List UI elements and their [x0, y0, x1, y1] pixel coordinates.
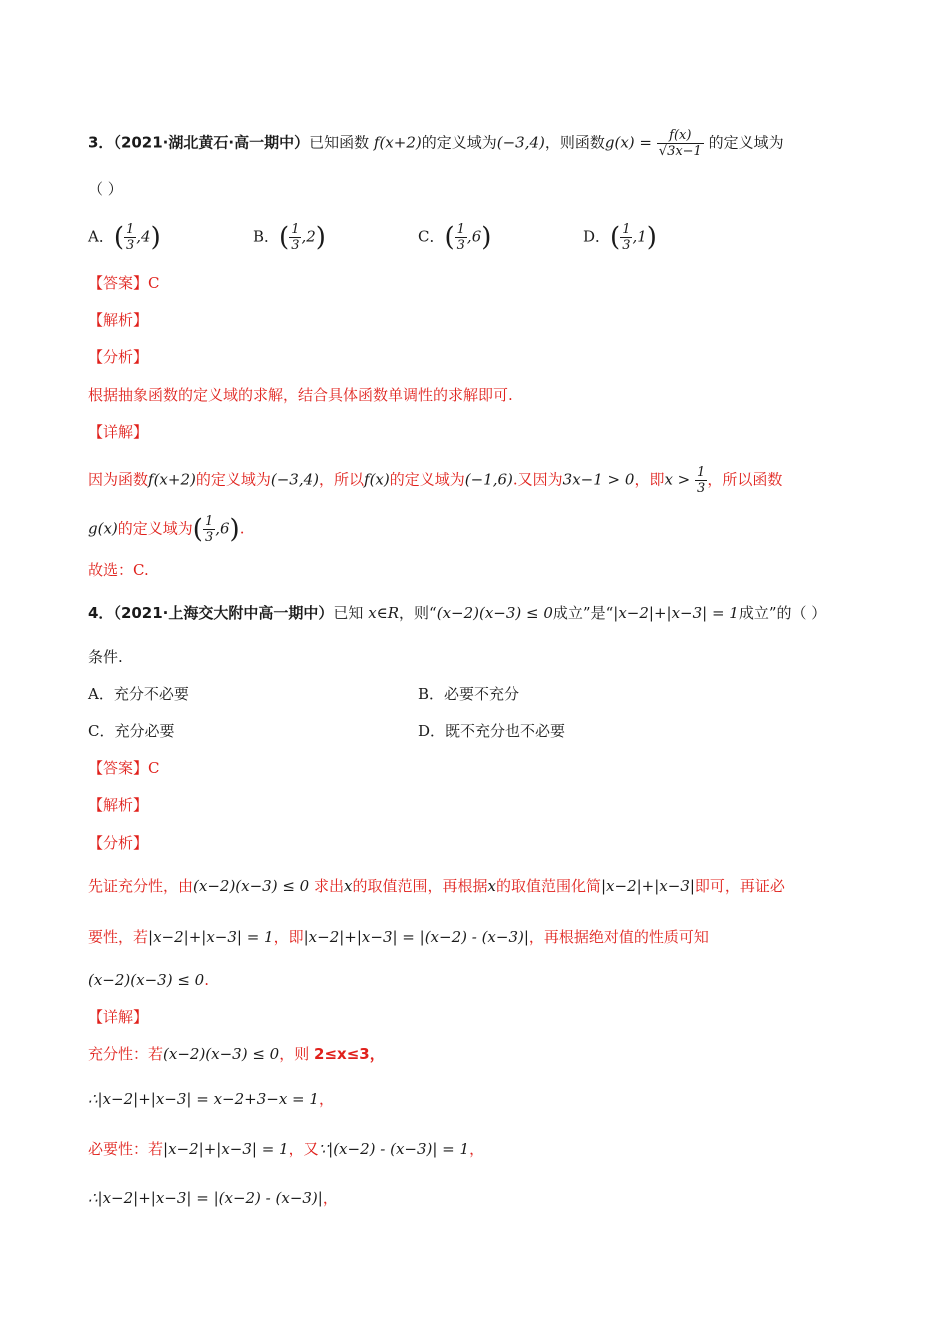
q4-detail-line1	[88, 1043, 385, 1065]
detail-text: .	[239, 519, 245, 538]
q4-option-b[interactable]	[418, 683, 519, 704]
detail-text: .又因为	[512, 470, 563, 489]
detail-math: f(x)	[364, 470, 390, 489]
detail-math: (x−2)(x−3) ≤ 0	[163, 1045, 280, 1063]
fenxi-text: ，即	[273, 928, 304, 946]
q3-option-a[interactable]: A．( $\frac{1}{3}$ ,4)	[88, 222, 161, 253]
q3-paren: （ ）	[88, 180, 123, 198]
fenxi-text: 先证充分性，由	[88, 877, 194, 895]
q3-answer: 【答案】C	[88, 274, 160, 292]
frac-den: 3	[697, 481, 706, 496]
option-fraction	[124, 222, 136, 253]
q4-stem-text: ，则“	[399, 604, 437, 622]
detail-text: ，所以	[319, 470, 365, 489]
q4-number: 4．	[88, 604, 114, 622]
detail-text: ，	[322, 1189, 338, 1207]
option-tail: ,6	[466, 227, 482, 246]
q4-stem-tail: 条件.	[88, 648, 123, 666]
detail-text: 的定义域为	[389, 470, 465, 489]
q3-option-c[interactable]: C．( $\frac{1}{3}$ ,6)	[418, 222, 492, 253]
option-text: 必要不充分	[444, 685, 520, 703]
option-label: B．	[418, 685, 445, 703]
q3-option-d[interactable]: D．( $\frac{1}{3}$ ,1)	[583, 222, 657, 253]
q3-number: 3．	[88, 133, 114, 152]
detail-text: ，所以函数	[707, 470, 783, 489]
q4-source: （2021·上海交大附中高一期中）	[113, 604, 334, 622]
detail-math: ∵|(x−2) - (x−3)| = 1	[318, 1140, 470, 1158]
q3-choose: 故选：C.	[88, 561, 149, 579]
q4-fenxi: 【分析】	[88, 834, 149, 852]
frac-num: 1	[204, 514, 214, 529]
detail-math: f(x+2)	[148, 470, 196, 489]
q3-gx: g(x) =	[604, 133, 652, 152]
fenxi-math: |x−2|+|x−3| = 1	[148, 928, 274, 946]
fenxi-text: 求出	[314, 877, 345, 895]
detail-math: ∴|x−2|+|x−3| = x−2+3−x = 1	[88, 1090, 319, 1108]
detail-text: 必要性：若	[88, 1140, 164, 1158]
q4-detail-line4	[88, 1187, 338, 1209]
option-fraction	[620, 222, 632, 253]
q3-stem	[88, 128, 784, 159]
q3-detail-line1	[88, 465, 782, 496]
frac-den: 3	[291, 238, 300, 253]
option-text: 充分必要	[114, 722, 175, 740]
detail-text: 的定义域为	[117, 519, 193, 538]
fenxi-math: (x−2)(x−3) ≤ 0	[88, 971, 205, 989]
detail-math: (−1,6)	[464, 470, 513, 489]
q3-xiangjie: 【详解】	[88, 423, 149, 441]
q3-fenxi-text: 根据抽象函数的定义域的求解，结合具体函数单调性的求解即可.	[88, 386, 513, 404]
fenxi-math: x	[344, 877, 353, 895]
q4-stem-text: 已知	[333, 604, 364, 622]
detail-text: 充分性：若	[88, 1045, 164, 1063]
q4-option-c[interactable]	[88, 720, 175, 741]
detail-text: 2≤x≤3，	[314, 1045, 385, 1063]
option-label: C．	[88, 722, 115, 740]
q3-frac-den: √3x−1	[658, 144, 702, 159]
q3-fenxi: 【分析】	[88, 348, 149, 366]
frac-num: 1	[456, 222, 465, 237]
option-tail: ,1	[632, 227, 647, 246]
q4-stem-text: 成立”是“	[552, 604, 614, 622]
q4-detail-line3	[88, 1138, 484, 1160]
detail-math: g(x)	[88, 519, 118, 538]
option-label: C．	[418, 227, 445, 246]
option-label: A．	[88, 227, 114, 246]
frac-num: 1	[126, 222, 135, 237]
detail-text: ，则	[279, 1045, 310, 1063]
detail-text: ，	[469, 1140, 485, 1158]
detail-fraction	[695, 465, 707, 496]
q4-math: (x−2)(x−3) ≤ 0	[436, 604, 553, 622]
fenxi-text: .	[204, 971, 209, 989]
q4-detail-line2	[88, 1088, 334, 1110]
detail-text: 因为函数	[88, 470, 149, 489]
option-text: 充分不必要	[113, 685, 189, 703]
frac-den: 3	[622, 238, 631, 253]
frac-num: 1	[291, 222, 300, 237]
q3-stem-text: 的定义域为	[421, 133, 497, 152]
q4-fenxi-line1	[88, 875, 785, 897]
detail-math: (−3,4)	[270, 470, 319, 489]
detail-fraction	[203, 514, 215, 545]
q4-stem-text: 成立”的（ ）	[738, 604, 827, 622]
q4-jiexi: 【解析】	[88, 796, 149, 814]
detail-math: x >	[664, 470, 691, 489]
q3-stem-text: 的定义域为	[708, 133, 784, 152]
q4-fenxi-line3	[88, 969, 209, 991]
option-tail: ,2	[301, 227, 316, 246]
option-fraction	[289, 222, 301, 253]
fenxi-math: x	[487, 877, 496, 895]
q4-math: |x−2|+|x−3| = 1	[613, 604, 739, 622]
q3-domain: (−3,4)	[496, 133, 545, 152]
q3-stem-text: 已知函数	[309, 133, 370, 152]
fenxi-math: (x−2)(x−3) ≤ 0	[193, 877, 310, 895]
q4-xiangjie: 【详解】	[88, 1008, 149, 1026]
fenxi-text: 即可，再证必	[694, 877, 785, 895]
fenxi-math: |x−2|+|x−3|	[600, 877, 695, 895]
q4-stem	[88, 602, 826, 624]
q4-option-d[interactable]	[418, 720, 565, 741]
detail-text: ，又	[288, 1140, 319, 1158]
q3-jiexi: 【解析】	[88, 311, 149, 329]
fenxi-math: |x−2|+|x−3| = |(x−2) - (x−3)|	[303, 928, 529, 946]
detail-math: |x−2|+|x−3| = 1	[163, 1140, 289, 1158]
frac-den: 3	[456, 238, 465, 253]
fenxi-text: 的取值范围，再根据	[352, 877, 488, 895]
q4-fenxi-line2	[88, 926, 709, 948]
q3-fx: f(x+2)	[373, 133, 422, 152]
q3-detail-line2: g(x)的定义域为( $\frac{1}{3}$ ,6).	[88, 514, 245, 545]
fenxi-text: 要性，若	[88, 928, 149, 946]
q3-fraction	[657, 128, 704, 159]
frac-den: 3	[204, 530, 214, 545]
option-label: D．	[418, 722, 446, 740]
q3-source: （2021·湖北黄石·高一期中）	[113, 133, 310, 152]
fenxi-text: 的取值范围化简	[495, 877, 601, 895]
option-label: B．	[253, 227, 280, 246]
detail-text: ，即	[634, 470, 665, 489]
detail-math: 3x−1 > 0	[562, 470, 635, 489]
frac-den: 3	[126, 238, 135, 253]
q3-stem-text: ，则函数	[544, 133, 605, 152]
fenxi-text: ，再根据绝对值的性质可知	[528, 928, 709, 946]
detail-text: ，	[318, 1090, 334, 1108]
detail-text: 的定义域为	[195, 470, 271, 489]
option-label: A．	[88, 685, 114, 703]
q4-option-a[interactable]	[88, 683, 189, 704]
option-text: 既不充分也不必要	[445, 722, 566, 740]
option-label: D．	[583, 227, 611, 246]
q3-frac-num: f(x)	[657, 128, 704, 144]
frac-num: 1	[622, 222, 631, 237]
q3-option-b[interactable]: B．( $\frac{1}{3}$ ,2)	[253, 222, 326, 253]
q4-answer: 【答案】C	[88, 759, 160, 777]
option-tail: ,4	[136, 227, 151, 246]
detail-math: ∴|x−2|+|x−3| = |(x−2) - (x−3)|	[88, 1189, 323, 1207]
detail-math: ,6	[215, 519, 230, 538]
frac-num: 1	[697, 465, 706, 480]
q4-math: x∈R	[368, 604, 400, 622]
option-fraction	[455, 222, 467, 253]
